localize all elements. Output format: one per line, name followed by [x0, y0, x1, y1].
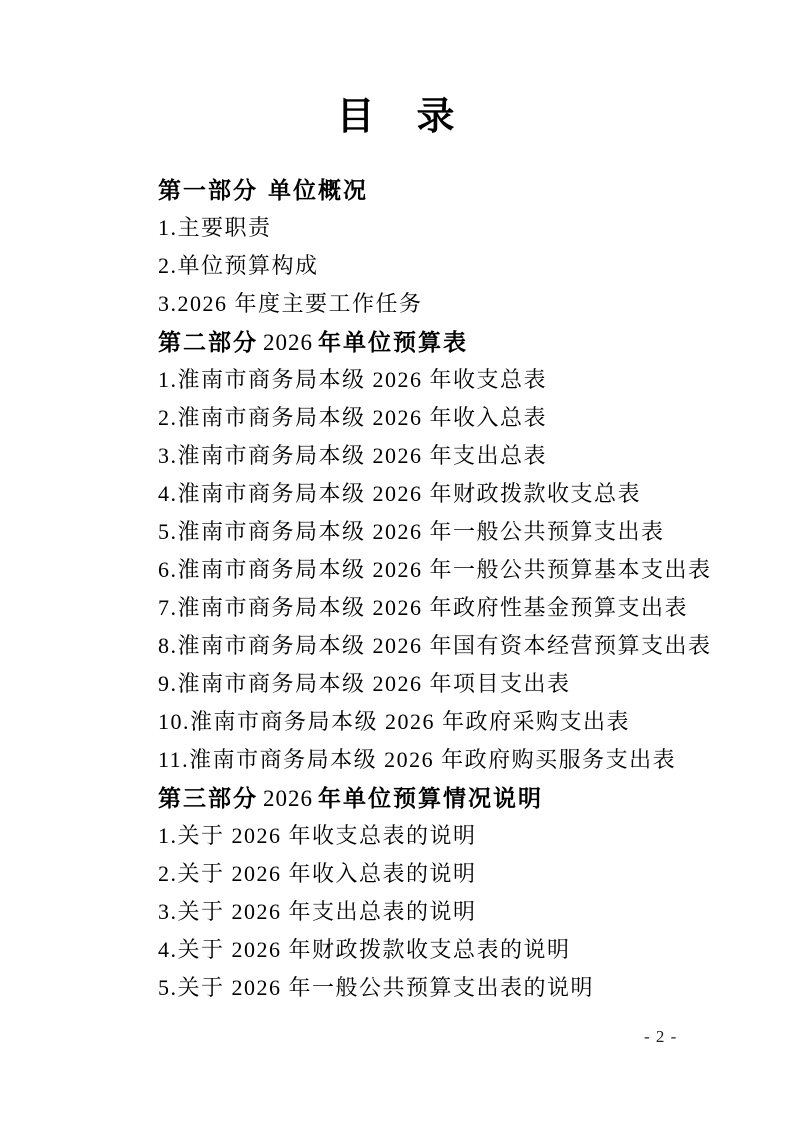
- toc-item: 1.主要职责: [158, 215, 272, 240]
- section-heading-text: 单位概况: [268, 177, 368, 203]
- section-heading-part3: [158, 779, 712, 817]
- toc-item: 10.淮南市商务局本级 2026 年政府采购支出表: [158, 709, 631, 734]
- toc-item: 1.关于 2026 年收支总表的说明: [158, 823, 477, 848]
- page-title: 目 录: [336, 96, 457, 138]
- toc-item: 5.关于 2026 年一般公共预算支出表的说明: [158, 975, 595, 1000]
- section-heading-part2: [158, 323, 712, 361]
- toc-item: 4.关于 2026 年财政拨款收支总表的说明: [158, 937, 571, 962]
- toc-item: 2.关于 2026 年收入总表的说明: [158, 861, 477, 886]
- toc-item: 5.淮南市商务局本级 2026 年一般公共预算支出表: [158, 519, 665, 544]
- toc-item: 11.淮南市商务局本级 2026 年政府购买服务支出表: [158, 747, 677, 772]
- toc-item: 8.淮南市商务局本级 2026 年国有资本经营预算支出表: [158, 633, 712, 658]
- toc-item: 2.淮南市商务局本级 2026 年收入总表: [158, 405, 548, 430]
- toc-item: 9.淮南市商务局本级 2026 年项目支出表: [158, 671, 571, 696]
- toc-item: 7.淮南市商务局本级 2026 年政府性基金预算支出表: [158, 595, 689, 620]
- section-heading-year: 2026: [263, 330, 313, 355]
- section-heading-text: 第二部分: [158, 329, 258, 355]
- section-heading-year: 2026: [263, 786, 313, 811]
- section-heading-part1: [158, 171, 712, 209]
- toc-item: 3.关于 2026 年支出总表的说明: [158, 899, 477, 924]
- toc-item: 3.2026 年度主要工作任务: [158, 291, 423, 316]
- toc-item: 4.淮南市商务局本级 2026 年财政拨款收支总表: [158, 481, 642, 506]
- page-number: - 2 -: [644, 1027, 678, 1046]
- section-heading-text: 年单位预算表: [318, 329, 468, 355]
- toc-item: 6.淮南市商务局本级 2026 年一般公共预算基本支出表: [158, 557, 712, 582]
- section-heading-text: 年单位预算情况说明: [318, 785, 543, 811]
- toc-item: 2.单位预算构成: [158, 253, 319, 278]
- section-heading-text: 第三部分: [158, 785, 258, 811]
- table-of-contents: [158, 171, 712, 1007]
- toc-item: 3.淮南市商务局本级 2026 年支出总表: [158, 443, 548, 468]
- toc-item: 1.淮南市商务局本级 2026 年收支总表: [158, 367, 548, 392]
- section-heading-text: 第一部分: [158, 177, 258, 203]
